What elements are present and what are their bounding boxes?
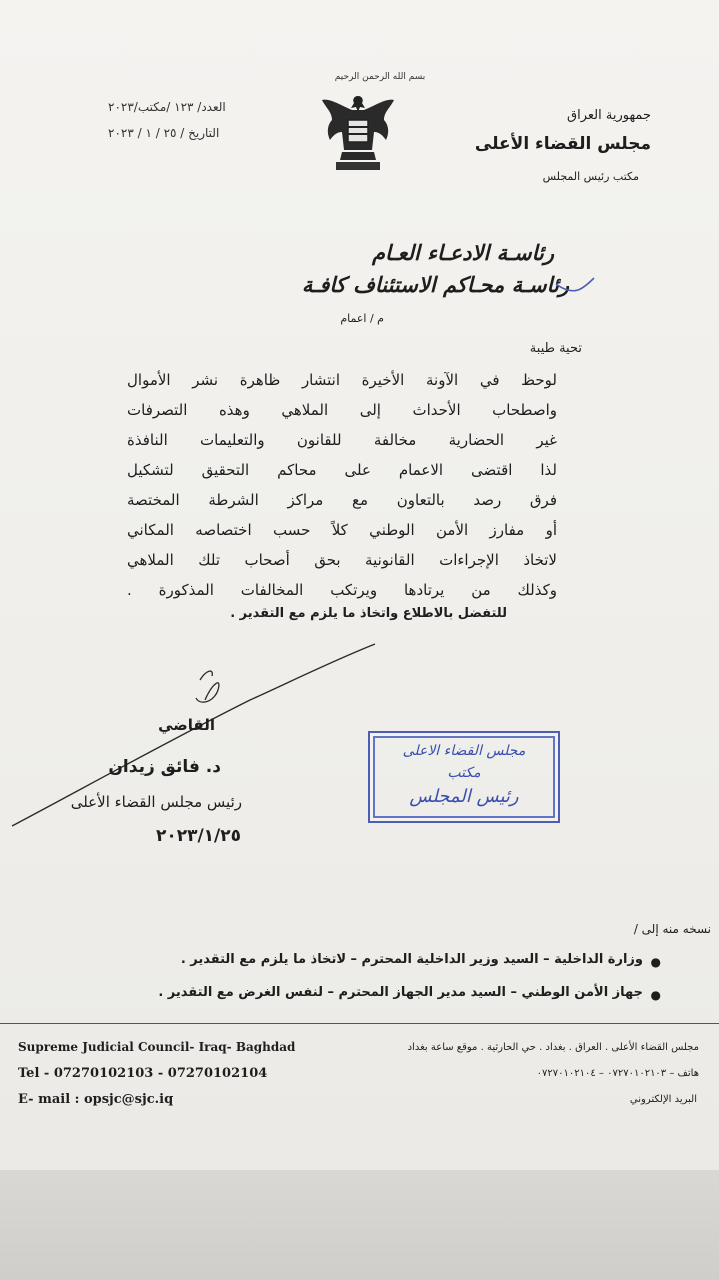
- body-line: غير الحضارية مخالفة للقانون والتعليمات النافذة: [127, 431, 557, 449]
- bismillah: بسم الله الرحمن الرحيم: [334, 72, 426, 82]
- footer-english-name: Supreme Judicial Council- Iraq- Baghdad: [18, 1040, 296, 1054]
- country-name: جمهورية العراق: [567, 108, 651, 123]
- addressee-appeal-courts: رئاسـة محـاكم الاستئناف كافـة: [301, 272, 569, 297]
- stamp-line: مكتب: [447, 765, 481, 781]
- iraq-eagle-emblem-icon: [318, 90, 398, 175]
- copy-recipient: جهاز الأمن الوطني – السيد مدير الجهاز المحترم – لنفس الغرض مع التقدير .: [158, 985, 643, 1000]
- body-line: لذا اقتضى الاعمام على محاكم التحقيق لتشكيل: [127, 461, 557, 479]
- copies-title: نسخه منه إلى /: [633, 922, 711, 936]
- background-surface: [0, 1170, 719, 1280]
- footer-english-phone: Tel - 07270102103 - 07270102104: [18, 1066, 268, 1081]
- stamp-line: رئيس المجلس: [409, 786, 519, 807]
- footer-arabic-address: مجلس القضاء الأعلى . العراق . بغداد . حي الحارثية . موقع ساعة بغداد: [407, 1042, 699, 1053]
- council-name: مجلس القضاء الأعلى: [474, 134, 651, 154]
- body-line: فرق رصد بالتعاون مع مراكز الشرطة المختصة: [127, 491, 557, 509]
- signer-role: القاضي: [158, 716, 215, 734]
- greeting: تحية طيبة: [529, 341, 582, 356]
- bullet-icon: ●: [650, 988, 661, 1002]
- document-number: العدد/ ١٢٣ /مكتب/٢٠٢٣: [108, 100, 226, 114]
- body-line: أو مفارز الأمن الوطني كلاً حسب اختصاصه المكاني: [127, 521, 557, 539]
- body-line: وكذلك من يرتادها ويرتكب المخالفات المذكورة .: [127, 581, 557, 599]
- bullet-icon: ●: [650, 955, 661, 969]
- signature-date: ٢٠٢٣/١/٢٥: [155, 826, 241, 846]
- footer-arabic-email: البريد الإلكتروني: [629, 1094, 697, 1105]
- stamp-line: مجلس القضاء الاعلى: [402, 743, 526, 759]
- signer-name: د. فائق زيدان: [108, 757, 221, 777]
- body-line: لاتخاذ الإجراءات القانونية بحق أصحاب تلك الملاهي: [127, 551, 557, 569]
- addressee-public-prosecution: رئاسـة الادعـاء العـام: [371, 240, 554, 265]
- closing-line: للتفضل بالاطلاع واتخاذ ما يلزم مع التقدير .: [230, 606, 507, 621]
- office-name: مكتب رئيس المجلس: [542, 170, 639, 183]
- pen-mark-icon: [554, 276, 596, 296]
- body-line: واصطحاب الأحداث إلى الملاهي وهذه التصرفات: [127, 401, 557, 419]
- document-date: التاريخ / ٢٥ / ١ / ٢٠٢٣: [108, 126, 220, 140]
- copy-recipient: وزارة الداخلية – السيد وزير الداخلية المحترم – لاتخاذ ما يلزم مع التقدير .: [180, 952, 643, 967]
- subject-reference: م / اعمام: [340, 312, 384, 325]
- footer-divider: [0, 1023, 719, 1024]
- office-stamp: [368, 731, 560, 823]
- body-line: لوحظ في الآونة الأخيرة انتشار ظاهرة نشر الأموال: [127, 371, 557, 389]
- footer-arabic-phone: هاتف – ٠٧٢٧٠١٠٢١٠٣ – ٠٧٢٧٠١٠٢١٠٤: [536, 1068, 699, 1079]
- footer-english-email: E- mail : opsjc@sjc.iq: [18, 1092, 174, 1107]
- signer-title: رئيس مجلس القضاء الأعلى: [70, 793, 242, 811]
